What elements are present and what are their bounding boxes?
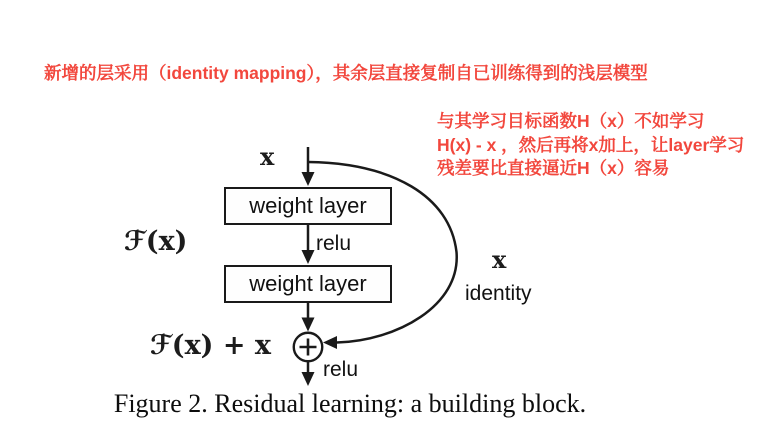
to-sum-arrowhead [302,318,315,332]
top-annotation: 新增的层采用（identity mapping），其余层直接复制自已训练得到的浅层模型 [44,63,648,83]
side-annotation-line-1: 与其学习目标函数H（x）不如学习 [437,111,705,131]
weight-layer-bottom-label: weight layer [249,271,367,296]
side-annotation-line-3: 残差要比直接逼近H（x）容易 [437,158,670,178]
weight-layer-top-label: weight layer [249,193,367,218]
identity-label: identity [465,282,532,305]
between-layers-arrowhead [302,250,315,264]
side-annotation-line-2: H(x) - x ，然后再将x加上，让layer学习 [437,134,745,155]
sum-output-label: ℱ(x) + x [150,330,271,361]
skip-arrowhead [323,336,337,349]
skip-x-label: x [492,245,507,274]
relu-output-label: relu [323,358,359,381]
input-arrowhead [302,172,315,186]
weight-layer-box-top [224,187,392,225]
plus-circle-icon [294,333,323,362]
input-x-label: x [260,142,275,171]
output-arrowhead [302,372,315,386]
figure-caption: Figure 2. Residual learning: a building block. [113,389,587,418]
weight-layer-box-bottom [224,265,392,303]
relu-between-label: relu [316,232,352,255]
residual-function-label: ℱ(x) [124,226,188,257]
